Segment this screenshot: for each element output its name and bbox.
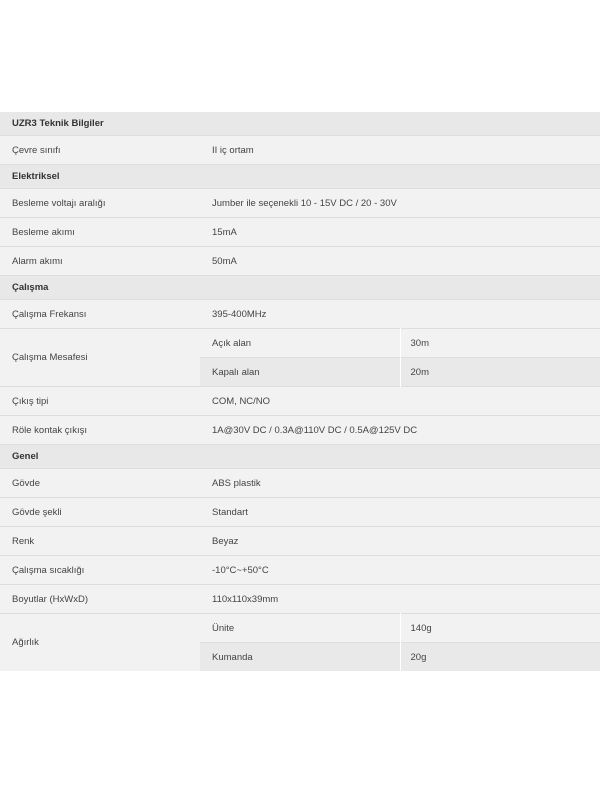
row-value: 395-400MHz [200,300,600,329]
row-value: Jumber ile seçenekli 10 - 15V DC / 20 - 30V [200,189,600,218]
table-row [0,218,600,247]
table-row [0,329,600,358]
row-value: Standart [200,498,600,527]
row-label: Alarm akımı [0,247,200,276]
sub-row-value: 20g [400,643,600,672]
row-label: Çalışma Mesafesi [0,329,200,387]
table-row [0,498,600,527]
row-value: II iç ortam [200,136,600,165]
sub-row-label: Açık alan [200,329,400,358]
row-label: Röle kontak çıkışı [0,416,200,445]
row-label: Çalışma Frekansı [0,300,200,329]
row-label: Besleme voltajı aralığı [0,189,200,218]
row-value: Beyaz [200,527,600,556]
row-value: -10°C~+50°C [200,556,600,585]
table-row [0,247,600,276]
table-title-row [0,112,600,136]
row-value: COM, NC/NO [200,387,600,416]
table-row [0,469,600,498]
row-label: Ağırlık [0,614,200,672]
section-header-genel [0,445,600,469]
table-title: UZR3 Teknik Bilgiler [0,112,600,136]
section-title: Genel [0,445,600,469]
table-row [0,387,600,416]
table-row [0,556,600,585]
row-label: Gövde şekli [0,498,200,527]
row-label: Besleme akımı [0,218,200,247]
row-label: Boyutlar (HxWxD) [0,585,200,614]
row-value: 15mA [200,218,600,247]
sub-row-value: 30m [400,329,600,358]
row-label: Çıkış tipi [0,387,200,416]
row-label: Çalışma sıcaklığı [0,556,200,585]
sub-row-label: Ünite [200,614,400,643]
table-row [0,614,600,643]
section-header-elektriksel [0,165,600,189]
table-row [0,585,600,614]
section-title: Elektriksel [0,165,600,189]
row-value: 50mA [200,247,600,276]
sub-row-label: Kapalı alan [200,358,400,387]
row-value: ABS plastik [200,469,600,498]
sub-row-value: 140g [400,614,600,643]
sub-row-label: Kumanda [200,643,400,672]
table-row [0,136,600,165]
row-label: Gövde [0,469,200,498]
sub-row-value: 20m [400,358,600,387]
table-row [0,527,600,556]
table-row [0,189,600,218]
row-value: 1A@30V DC / 0.3A@110V DC / 0.5A@125V DC [200,416,600,445]
section-title: Çalışma [0,276,600,300]
row-label: Renk [0,527,200,556]
table-row [0,416,600,445]
row-value: 110x110x39mm [200,585,600,614]
spec-table [0,112,600,671]
section-header-calisma [0,276,600,300]
row-label: Çevre sınıfı [0,136,200,165]
table-row [0,300,600,329]
